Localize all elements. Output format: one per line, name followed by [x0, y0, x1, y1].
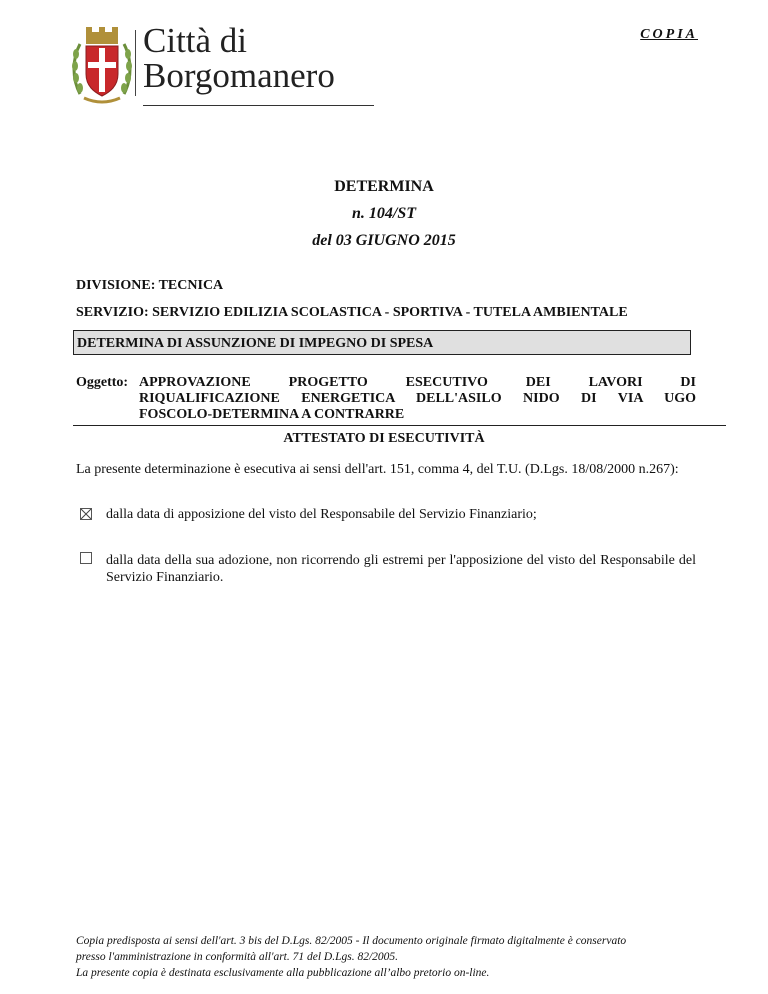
- option1-checkbox[interactable]: [80, 508, 92, 520]
- document-date: del 03 GIUGNO 2015: [312, 232, 456, 249]
- oggetto-line-3: FOSCOLO-DETERMINA A CONTRARRE: [139, 407, 405, 422]
- document-type: DETERMINA: [334, 178, 434, 195]
- option2-text: dalla data della sua adozione, non ricorrendo gli estremi per l'apposizione del visto del Responsabile del Servizio Finanziario.: [106, 553, 696, 585]
- footer-line-1: Copia predisposta ai sensi dell'art. 3 bis del D.Lgs. 82/2005 - Il documento originale firmato digitalmente è conservato: [76, 935, 627, 947]
- oggetto-text: [139, 375, 696, 423]
- logo-separator: [135, 30, 136, 96]
- document-number: n. 104/ST: [351, 205, 416, 222]
- determina-type-box: [73, 330, 691, 355]
- logo-line-2: Borgomanero: [143, 56, 335, 95]
- oggetto-line-1: APPROVAZIONE PROGETTO ESECUTIVO DEI LAVORI DI: [139, 375, 696, 390]
- option2-checkbox[interactable]: [80, 552, 92, 564]
- footer-note: [76, 933, 736, 981]
- servizio-line: SERVIZIO: SERVIZIO EDILIZIA SCOLASTICA - SPORTIVA - TUTELA AMBIENTALE: [76, 305, 628, 320]
- copia-label: COPIA: [640, 27, 698, 42]
- oggetto-label: Oggetto:: [76, 375, 129, 390]
- attestato-intro: La presente determinazione è esecutiva ai sensi dell'art. 151, comma 4, del T.U. (D.Lgs. 18/08/2000 n.267):: [76, 462, 679, 477]
- cross-mark-icon: [81, 509, 91, 519]
- determina-type-text: DETERMINA DI ASSUNZIONE DI IMPEGNO DI SPESA: [77, 336, 434, 351]
- logo-line-1: Città di: [143, 21, 248, 60]
- section-divider: [73, 425, 726, 426]
- footer-line-2: presso l'amministrazione in conformità all'art. 71 del D.Lgs. 82/2005.: [76, 951, 399, 963]
- option1-text: dalla data di apposizione del visto del Responsabile del Servizio Finanziario;: [106, 507, 537, 522]
- attestato-heading: ATTESTATO DI ESECUTIVITÀ: [283, 431, 485, 446]
- oggetto-line-2: RIQUALIFICAZIONE ENERGETICA DELL'ASILO NIDO DI VIA UGO: [139, 391, 696, 406]
- oggetto-block: [76, 375, 696, 423]
- logo-underline: [143, 105, 374, 106]
- divisione-line: DIVISIONE: TECNICA: [76, 278, 224, 293]
- logo-wordmark: [143, 22, 335, 94]
- footer-line-3: La presente copia è destinata esclusivamente alla pubblicazione all’albo pretorio on-line.: [76, 967, 490, 979]
- city-crest-icon: [70, 24, 134, 108]
